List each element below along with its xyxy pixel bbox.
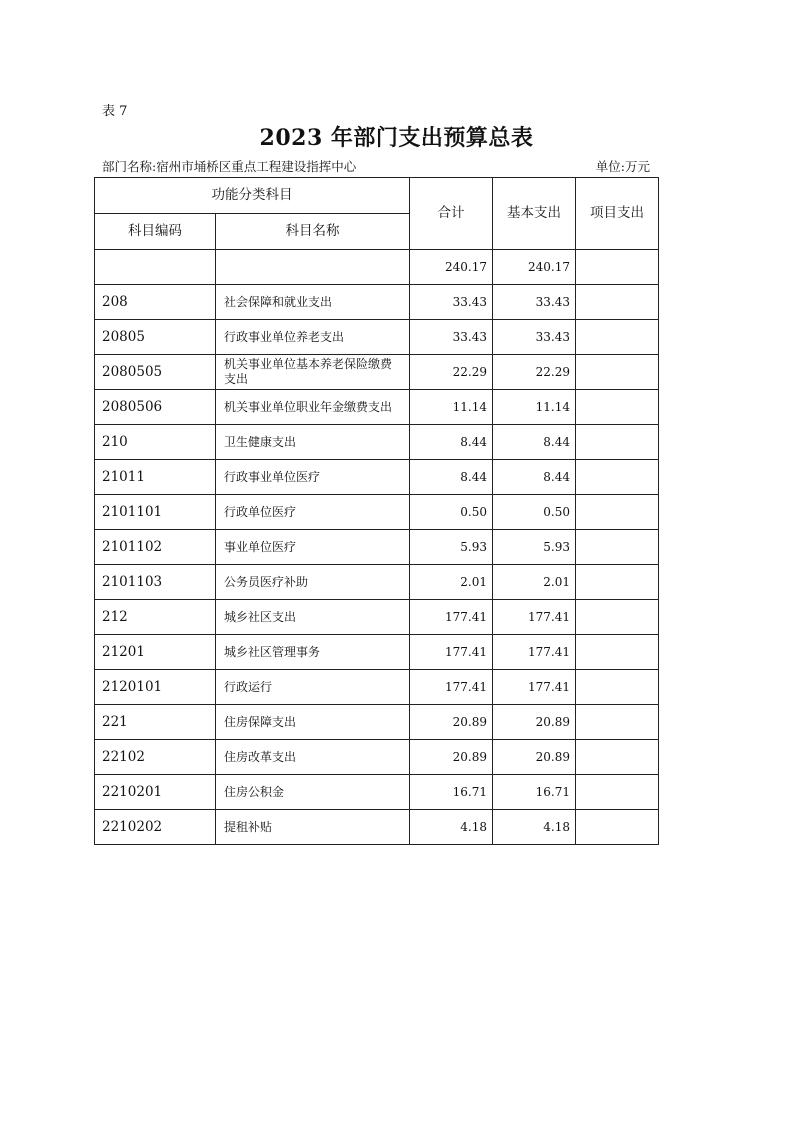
cell-code — [95, 250, 216, 285]
cell-code: 210 — [95, 425, 216, 460]
table-row — [95, 565, 659, 600]
table-row — [95, 425, 659, 460]
table-row — [95, 775, 659, 810]
cell-total: 33.43 — [410, 320, 493, 355]
cell-basic: 0.50 — [493, 495, 576, 530]
cell-basic: 5.93 — [493, 530, 576, 565]
table-row — [95, 390, 659, 425]
cell-name: 机关事业单位基本养老保险缴费支出 — [216, 355, 410, 390]
cell-total: 16.71 — [410, 775, 493, 810]
cell-basic: 22.29 — [493, 355, 576, 390]
cell-code: 212 — [95, 600, 216, 635]
cell-total: 8.44 — [410, 425, 493, 460]
cell-code: 221 — [95, 705, 216, 740]
cell-project — [576, 775, 659, 810]
table-row — [95, 495, 659, 530]
cell-name: 住房公积金 — [216, 775, 410, 810]
cell-name: 城乡社区支出 — [216, 600, 410, 635]
cell-project — [576, 425, 659, 460]
cell-name: 机关事业单位职业年金缴费支出 — [216, 390, 410, 425]
cell-code: 2101101 — [95, 495, 216, 530]
cell-basic: 8.44 — [493, 460, 576, 495]
cell-name: 事业单位医疗 — [216, 530, 410, 565]
cell-code: 20805 — [95, 320, 216, 355]
cell-total: 4.18 — [410, 810, 493, 845]
cell-code: 2080506 — [95, 390, 216, 425]
cell-basic: 16.71 — [493, 775, 576, 810]
table-row — [95, 355, 659, 390]
cell-code: 2080505 — [95, 355, 216, 390]
cell-code: 208 — [95, 285, 216, 320]
cell-project — [576, 285, 659, 320]
header-basic: 基本支出 — [493, 178, 576, 250]
cell-code: 22102 — [95, 740, 216, 775]
page-title: 2023 年部门支出预算总表 — [259, 125, 534, 151]
cell-name — [216, 250, 410, 285]
cell-basic: 177.41 — [493, 670, 576, 705]
cell-basic: 33.43 — [493, 320, 576, 355]
cell-name: 公务员医疗补助 — [216, 565, 410, 600]
cell-project — [576, 705, 659, 740]
cell-total: 177.41 — [410, 670, 493, 705]
cell-name: 行政运行 — [216, 670, 410, 705]
cell-total: 2.01 — [410, 565, 493, 600]
cell-total: 11.14 — [410, 390, 493, 425]
cell-code: 2101103 — [95, 565, 216, 600]
cell-project — [576, 320, 659, 355]
cell-project — [576, 250, 659, 285]
cell-project — [576, 530, 659, 565]
table-row — [95, 460, 659, 495]
cell-total: 0.50 — [410, 495, 493, 530]
cell-project — [576, 635, 659, 670]
cell-total: 33.43 — [410, 285, 493, 320]
table-row — [95, 705, 659, 740]
table-row — [95, 285, 659, 320]
cell-basic: 177.41 — [493, 635, 576, 670]
table-row — [95, 810, 659, 845]
cell-basic: 11.14 — [493, 390, 576, 425]
cell-project — [576, 670, 659, 705]
cell-name: 卫生健康支出 — [216, 425, 410, 460]
cell-project — [576, 355, 659, 390]
header-name: 科目名称 — [216, 214, 410, 250]
table-row — [95, 670, 659, 705]
cell-project — [576, 600, 659, 635]
header-project: 项目支出 — [576, 178, 659, 250]
cell-total: 20.89 — [410, 705, 493, 740]
cell-name: 住房保障支出 — [216, 705, 410, 740]
cell-total: 177.41 — [410, 635, 493, 670]
header-row-1 — [95, 178, 659, 214]
cell-project — [576, 390, 659, 425]
table-row — [95, 635, 659, 670]
cell-basic: 33.43 — [493, 285, 576, 320]
cell-code: 2120101 — [95, 670, 216, 705]
cell-basic: 20.89 — [493, 740, 576, 775]
cell-total: 22.29 — [410, 355, 493, 390]
cell-total: 8.44 — [410, 460, 493, 495]
department-name: 部门名称:宿州市埇桥区重点工程建设指挥中心 — [102, 159, 357, 174]
cell-total: 240.17 — [410, 250, 493, 285]
cell-total: 5.93 — [410, 530, 493, 565]
cell-code: 21011 — [95, 460, 216, 495]
header-func-class: 功能分类科目 — [95, 178, 410, 214]
budget-table-body — [95, 178, 659, 845]
unit-label: 单位:万元 — [595, 159, 650, 174]
table-row — [95, 320, 659, 355]
cell-code: 2101102 — [95, 530, 216, 565]
header-code: 科目编码 — [95, 214, 216, 250]
cell-total: 177.41 — [410, 600, 493, 635]
cell-total: 20.89 — [410, 740, 493, 775]
table-number: 表 7 — [102, 104, 128, 119]
cell-basic: 8.44 — [493, 425, 576, 460]
cell-name: 行政事业单位养老支出 — [216, 320, 410, 355]
table-row — [95, 250, 659, 285]
table-row — [95, 740, 659, 775]
cell-name: 社会保障和就业支出 — [216, 285, 410, 320]
cell-name: 城乡社区管理事务 — [216, 635, 410, 670]
cell-project — [576, 810, 659, 845]
header-total: 合计 — [410, 178, 493, 250]
cell-name: 行政事业单位医疗 — [216, 460, 410, 495]
cell-project — [576, 565, 659, 600]
cell-name: 住房改革支出 — [216, 740, 410, 775]
cell-basic: 4.18 — [493, 810, 576, 845]
cell-basic: 2.01 — [493, 565, 576, 600]
cell-project — [576, 495, 659, 530]
cell-basic: 240.17 — [493, 250, 576, 285]
cell-basic: 20.89 — [493, 705, 576, 740]
budget-table — [94, 177, 659, 845]
cell-code: 21201 — [95, 635, 216, 670]
cell-basic: 177.41 — [493, 600, 576, 635]
table-row — [95, 530, 659, 565]
cell-name: 行政单位医疗 — [216, 495, 410, 530]
cell-code: 2210202 — [95, 810, 216, 845]
table-row — [95, 600, 659, 635]
cell-project — [576, 460, 659, 495]
cell-project — [576, 740, 659, 775]
cell-code: 2210201 — [95, 775, 216, 810]
cell-name: 提租补贴 — [216, 810, 410, 845]
